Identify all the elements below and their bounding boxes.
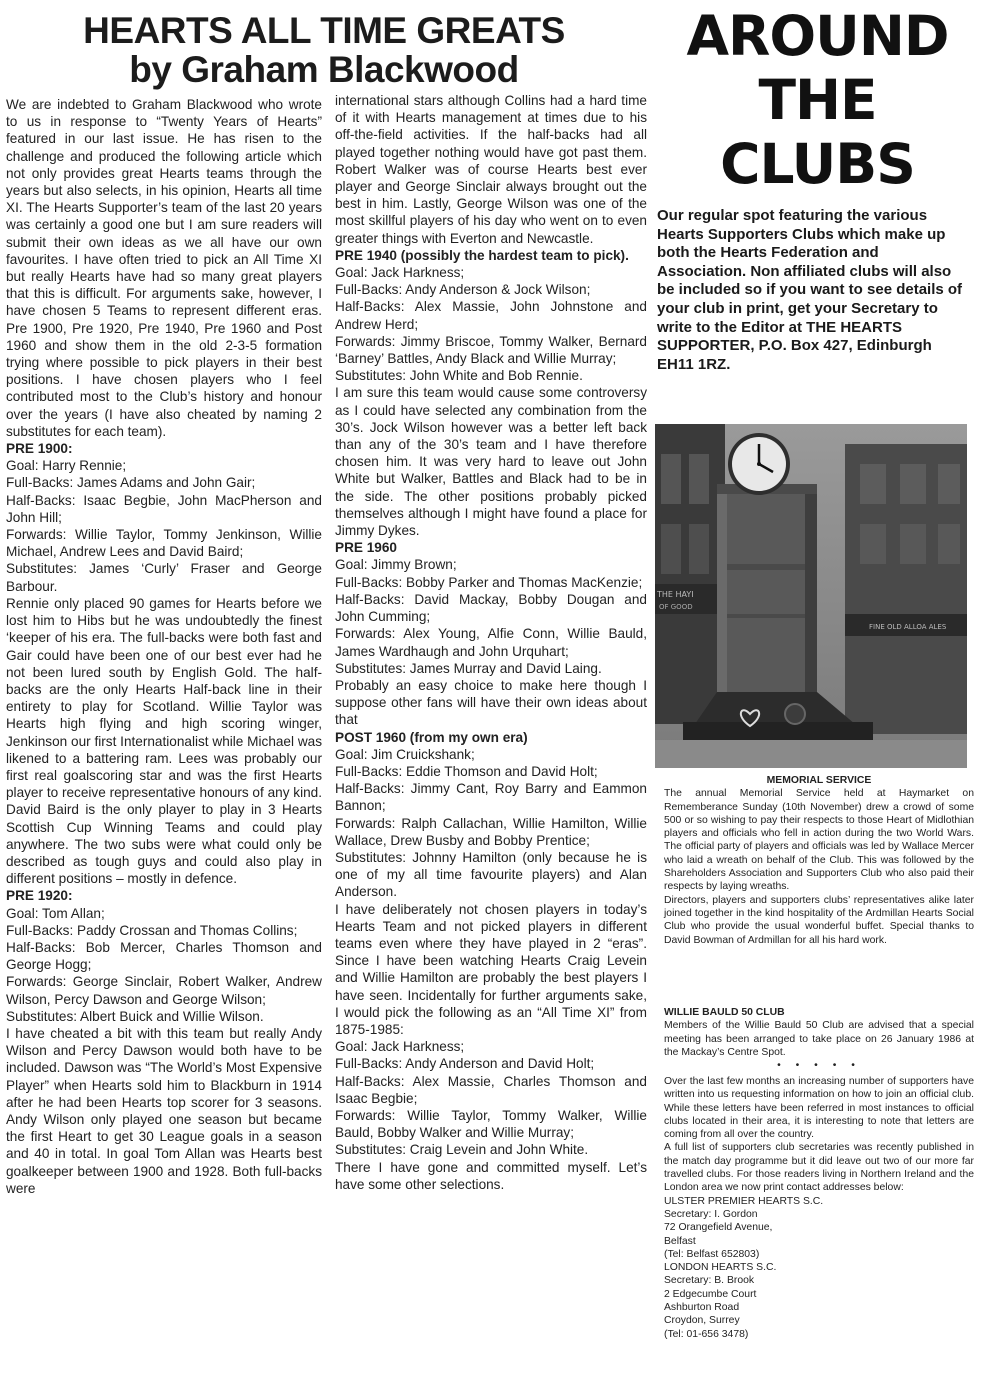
article-paragraph: Forwards: Willie Taylor, Tommy Walker, Willie Bauld, Bobby Walker and Willie Murray; [335,1107,647,1141]
article-paragraph: Half-Backs: Alex Massie, Charles Thomson and Isaac Begbie; [335,1073,647,1106]
memorial-paragraph: The annual Memorial Service held at Haymarket on Rememberance Sunday (10th November) drew a crowd of some 500 or so wishing to pay their respects to those Heart of Midlothian players and officials who fell in action during the two World Wars. The official party of players and officials was led by Wallace Mercer who laid a wreath on behalf of the Club. This was followed by the Shareholders Association and Supporters Club who also paid their respects by laying wreaths. [664,788,974,893]
title-word: THE [758,68,877,132]
team-heading: PRE 1920: [6,888,73,904]
bauld-heading: WILLIE BAULD 50 CLUB [664,1007,785,1018]
article-column-2 [335,92,647,1193]
article-paragraph: I have cheated a bit with this team but really Andy Wilson and Percy Dawson would both have to be included. Dawson was “The World’s Most Expensive Player” when Hearts sold him to Blackburn in 1914 after he had been Hearts top scorer for 3 seasons. Andy Wilson only played one season but became the first Heart to get 30 League goals in a season and 40 in total. In goal Tom Allan was Hearts best goalkeeper between 1900 and 1928. Both full-backs were [6,1025,322,1196]
article-paragraph: Goal: Jim Cruickshank; [335,746,475,762]
ulster-address [664,1195,974,1261]
haymarket-clock-photo [655,424,967,768]
address-line: Ashburton Road [664,1302,740,1314]
article-paragraph: Substitutes: Craig Levein and John White. [335,1142,589,1158]
pub-sign-right: FINE OLD ALLOA ALES [869,623,947,631]
article-paragraph: Full-Backs: Paddy Crossan and Thomas Collins; [6,922,298,938]
article-paragraph: Full-Backs: Andy Anderson & Jock Wilson; [335,282,591,298]
address-line: (Tel: 01-656 3478) [664,1328,749,1340]
willie-bauld-section [664,1006,974,1072]
article-paragraph: Substitutes: Albert Buick and Willie Wilson. [6,1008,264,1024]
title-word: AROUND [686,4,949,68]
article-paragraph: Goal: Tom Allan; [6,905,105,921]
article-paragraph: Half-Backs: Bob Mercer, Charles Thomson and George Hogg; [6,939,322,973]
article-paragraph: Goal: Jack Harkness; [335,1039,465,1055]
title-word: CLUBS [720,132,915,196]
address-line: (Tel: Belfast 652803) [664,1248,760,1260]
address-line: 72 Orangefield Avenue, [664,1222,773,1234]
official-paragraph: Over the last few months an increasing number of supporters have written into us requesting information on how to join an official club. While these letters have been referred in most instances to official clubs located in their area, it is interesting to note that letters are coming from all over the country. [664,1076,974,1141]
article-paragraph: Forwards: George Sinclair, Robert Walker, Andrew Wilson, Percy Dawson and George Wilson; [6,974,322,1007]
address-line: Secretary: I. Gordon [664,1208,758,1220]
team-heading: POST 1960 (from my own era) [335,729,528,745]
article-paragraph: Goal: Harry Rennie; [6,458,127,474]
team-heading: PRE 1900: [6,441,73,457]
london-address [664,1261,974,1341]
article-paragraph: Half-Backs: David Mackay, Bobby Dougan and John Cumming; [335,591,647,625]
article-paragraph: Half-Backs: Jimmy Cant, Roy Barry and Eammon Bannon; [335,781,647,814]
article-paragraph: international stars although Collins had a hard time of it with Hearts management at times due to his off-the-field activities. If the half-backs had all played together nothing would have got past them. Robert Walker was of course Hearts best ever player and George Sinclair always brought out the best in him. Lastly, George Wilson was one of the most skillful players of his day who went on to even greater things with Everton and Newcastle. [335,93,647,246]
around-the-clubs-title [650,4,985,196]
article-paragraph: Half-Backs: Alex Massie, John Johnstone and Andrew Herd; [335,299,647,332]
memorial-paragraph: Directors, players and supporters clubs’ representatives alike later joined together in the kind hospitality of the Ardmillan Hearts Social Club who provide the usual wonderful buffet. Special thanks to David Bowman of Ardmillan for all his hard work. [664,894,974,946]
headline-title: HEARTS ALL TIME GREATS [83,10,565,51]
article-paragraph: Probably an easy choice to make here though I suppose other fans will have their own ideas about that [335,677,647,728]
article-headline [4,12,644,90]
article-paragraph: Full-Backs: Eddie Thomson and David Holt; [335,763,598,779]
article-paragraph: Substitutes: John White and Bob Rennie. [335,368,583,384]
team-heading: PRE 1940 (possibly the hardest team to pick). [335,247,629,263]
article-paragraph: There I have gone and committed myself. Let’s have some other selections. [335,1159,647,1192]
bauld-paragraph: Members of the Willie Bauld 50 Club are advised that a special meeting has been arranged to take place on 26 January 1986 at the Mackay’s Centre Spot. [664,1020,974,1058]
article-paragraph: We are indebted to Graham Blackwood who wrote to us in response to “Twenty Years of Hearts” featured in our last issue. He has risen to the challenge and produced the following article which not only provides great Hearts teams through the years but also selects, in his opinion, Hearts all time XI. The Hearts Supporter’s team of the last 20 years was certainly a good one but I am sure readers will submit their own ideas as we all have our own favourites. I have often tried to pick an All Time XI but really Hearts have had so many great players that this is difficult. For arguments sake, however, I have chosen 5 Teams to represent different eras. Pre 1900, Pre 1920, Pre 1940, Pre 1960 and Post 1960 and show them in the old 2-3-5 formation trying where possible to pick players in their best positions. I have chosen players who I feel contributed most to the Club’s history and honour over the years (I have also cheated by naming 2 substitutes for each team). [6,97,322,439]
article-paragraph: Substitutes: James Murray and David Laing. [335,660,602,676]
article-paragraph: Rennie only placed 90 games for Hearts before we lost him to Hibs but he was undoubtedly the finest ‘keeper of his era. The full-backs were both fast and Gair could have been one of our best ever had he not been lured south by English Gold. The half-backs are the only Hearts Half-back line in their entirety to play for Scotland. Willie Taylor was Hearts high flying and high scoring winger, Jenkinson our first Internationalist while Michael was likened to a battering ram. Lees was probably our first real goalscoring star and was the first Hearts player to receive representative honours of any kind. David Baird is the only player to play in 3 Hearts Scottish Cup Winning Teams and could play anywhere. The two subs were what could only be described as tough guys and could also play in different positions – mostly in defence. [6,595,322,887]
article-paragraph: Half-Backs: Isaac Begbie, John MacPherson and John Hill; [6,492,322,525]
article-paragraph: Forwards: Ralph Callachan, Willie Hamilton, Willie Wallace, Drew Busby and Bobby Prentice; [335,815,647,848]
pub-sign-left: THE HAYI [657,590,694,599]
address-line: 2 Edgecumbe Court [664,1288,757,1300]
address-line: ULSTER PREMIER HEARTS S.C. [664,1195,824,1207]
official-paragraph: A full list of supporters club secretaries was recently published in the match day programme but it did leave out two of our more far travelled clubs. For those readers living in Northern Ireland and the London area we now print contact addresses below: [664,1142,974,1194]
memorial-heading: MEMORIAL SERVICE [766,775,872,786]
address-line: Croydon, Surrey [664,1315,740,1327]
article-paragraph: Substitutes: Johnny Hamilton (only because he is one of my all time favourite players) and Alan Anderson. [335,849,647,900]
article-paragraph: Full-Backs: Bobby Parker and Thomas MacKenzie; [335,574,643,590]
article-paragraph: Forwards: Alex Young, Alfie Conn, Willie Bauld, James Wardhaugh and John Urquhart; [335,626,647,659]
article-paragraph: Forwards: Willie Taylor, Tommy Jenkinson, Willie Michael, Andrew Lees and David Baird; [6,527,322,560]
address-line: Secretary: B. Brook [664,1275,755,1287]
separator-dots: • • • • • [777,1060,861,1072]
article-paragraph: Goal: Jack Harkness; [335,265,465,281]
memorial-service-section [664,774,974,947]
article-paragraph: Forwards: Jimmy Briscoe, Tommy Walker, Bernard ‘Barney’ Battles, Andy Black and Willie Murray; [335,333,647,367]
article-paragraph: Full-Backs: James Adams and John Gair; [6,475,256,491]
article-paragraph: I have deliberately not chosen players in today’s Hearts Team and not picked players in different teams even where they have played in 2 “eras”. Since I have been watching Hearts Craig Levein and Willie Hamilton are probably the best players I have seen. Incidentally for further arguments sake, I would pick the following as an “All Time XI” from 1875-1985: [335,901,647,1037]
article-column-1 [6,96,322,1197]
address-line: Belfast [664,1235,696,1247]
around-the-clubs-intro: Our regular spot featuring the various Hearts Supporters Clubs which make up both the Hearts Federation and Association. Non affiliated clubs will also be included so if you want to see details of your club in print, get your Secretary to write to the Editor at THE HEARTS SUPPORTER, P.O. Box 427, Edinburgh EH11 1RZ. [657,207,963,373]
article-paragraph: Goal: Jimmy Brown; [335,557,457,573]
article-paragraph: Full-Backs: Andy Anderson and David Holt; [335,1056,595,1072]
address-line: LONDON HEARTS S.C. [664,1262,777,1274]
article-paragraph: Substitutes: James ‘Curly’ Fraser and George Barbour. [6,561,322,594]
article-paragraph: I am sure this team would cause some controversy as I could have selected any combination from the 30’s. Jock Wilson however was a better left back than any of the 30’s team and I have therefore chosen him. It was very hard to leave out John White but Walker, Battles and Black had to be in the side. The other positions probably picked themselves although I might have found a place for Jimmy Dykes. [335,385,647,539]
headline-byline: by Graham Blackwood [129,49,519,90]
official-clubs-section [664,1075,974,1341]
team-heading: PRE 1960 [335,540,397,556]
pub-sign-left-2: OF GOOD [659,603,693,611]
